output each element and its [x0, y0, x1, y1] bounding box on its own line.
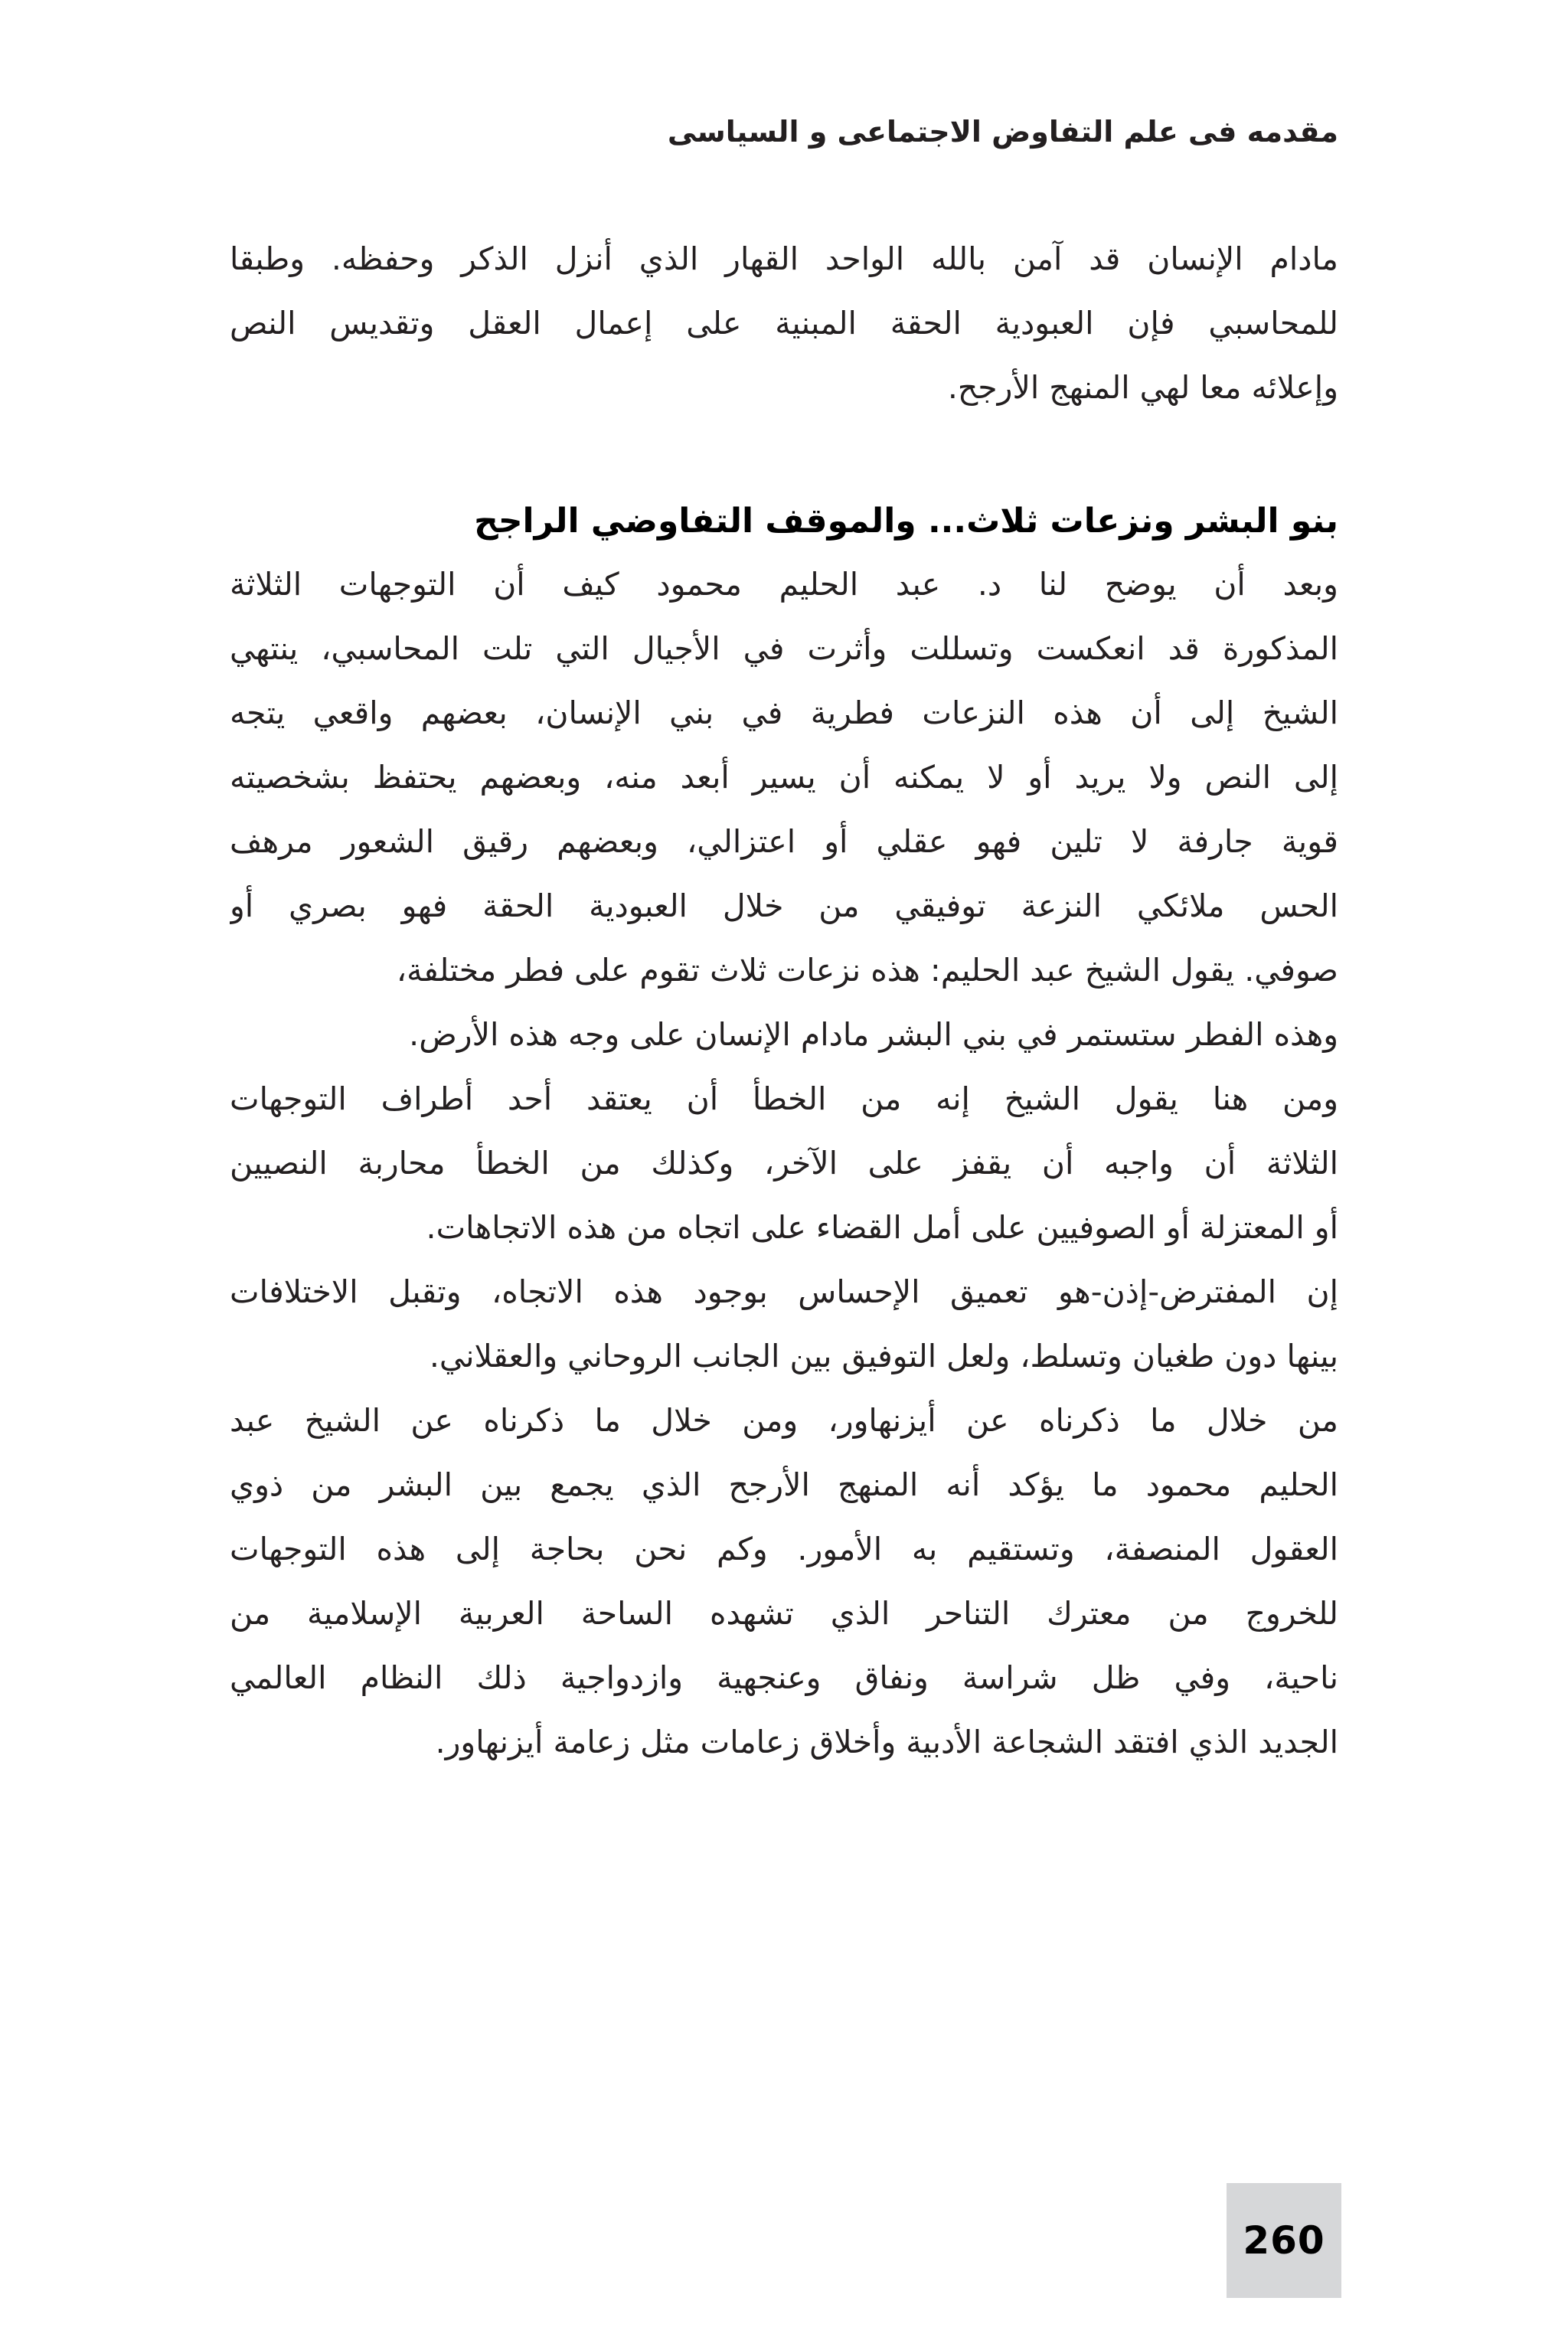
text-line: ناحية، وفي ظل شراسة ونفاق وعنجهية وازدواجية ذلك النظام العالمي: [230, 1659, 1338, 1696]
text-line: وبعد أن يوضح لنا د. عبد الحليم محمود كيف أن التوجهات الثلاثة: [230, 566, 1338, 603]
intro-paragraph: [230, 227, 1338, 420]
text-line: قوية جارفة لا تلين فهو عقلي أو اعتزالي، وبعضهم رقيق الشعور مرهف: [230, 823, 1338, 860]
text-line: صوفي. يقول الشيخ عبد الحليم: هذه نزعات ثلاث تقوم على فطر مختلفة،: [396, 952, 1338, 989]
text-line: المذكورة قد انعكست وتسللت وأثرت في الأجيال التي تلت المحاسبي، ينتهي: [230, 630, 1338, 667]
text-line: الحليم محمود ما يؤكد أنه المنهج الأرجح الذي يجمع بين البشر من ذوي: [230, 1466, 1338, 1503]
text-line: مادام الإنسان قد آمن بالله الواحد القهار الذي أنزل الذكر وحفظه. وطبقا: [230, 240, 1338, 277]
section-heading: بنو البشر ونزعات ثلاث... والموقف التفاوضي الراجح: [474, 502, 1338, 541]
text-line: العقول المنصفة، وتستقيم به الأمور. وكم نحن بحاجة إلى هذه التوجهات: [230, 1531, 1338, 1567]
text-line: وهذه الفطر ستستمر في بني البشر مادام الإنسان على وجه هذه الأرض.: [409, 1016, 1338, 1053]
text-line: الثلاثة أن واجبه أن يقفز على الآخر، وكذلك من الخطأ محاربة النصيين: [230, 1145, 1338, 1182]
text-line: إلى النص ولا يريد أو لا يمكنه أن يسير أبعد منه، وبعضهم يحتفظ بشخصيته: [230, 759, 1338, 796]
text-line: ومن هنا يقول الشيخ إنه من الخطأ أن يعتقد أحد أطراف التوجهات: [230, 1080, 1338, 1117]
running-header: مقدمه فى علم التفاوض الاجتماعى و السياسى: [667, 115, 1338, 149]
text-line: إن المفترض-إذن-هو تعميق الإحساس بوجود هذه الاتجاه، وتقبل الاختلافات: [230, 1273, 1338, 1310]
text-line: أو المعتزلة أو الصوفيين على أمل القضاء على اتجاه من هذه الاتجاهات.: [426, 1209, 1338, 1246]
text-line: الجديد الذي افتقد الشجاعة الأدبية وأخلاق زعامات مثل زعامة أيزنهاور.: [435, 1724, 1338, 1760]
text-line: الشيخ إلى أن هذه النزعات فطرية في بني الإنسان، بعضهم واقعي يتجه: [230, 695, 1338, 731]
page-number: 260: [1243, 2218, 1325, 2263]
text-line: وإعلائه معا لهي المنهج الأرجح.: [947, 369, 1338, 406]
text-line: الحس ملائكي النزعة توفيقي من خلال العبودية الحقة فهو بصري أو: [230, 887, 1338, 924]
text-line: للمحاسبي فإن العبودية الحقة المبنية على إعمال العقل وتقديس النص: [230, 305, 1338, 342]
page-number-box: [1227, 2183, 1341, 2298]
body-paragraph: [230, 552, 1338, 1774]
text-line: بينها دون طغيان وتسلط، ولعل التوفيق بين الجانب الروحاني والعقلاني.: [429, 1338, 1338, 1374]
text-line: للخروج من معترك التناحر الذي تشهده الساحة العربية الإسلامية من: [230, 1595, 1338, 1632]
text-line: من خلال ما ذكرناه عن أيزنهاور، ومن خلال ما ذكرناه عن الشيخ عبد: [230, 1402, 1338, 1439]
